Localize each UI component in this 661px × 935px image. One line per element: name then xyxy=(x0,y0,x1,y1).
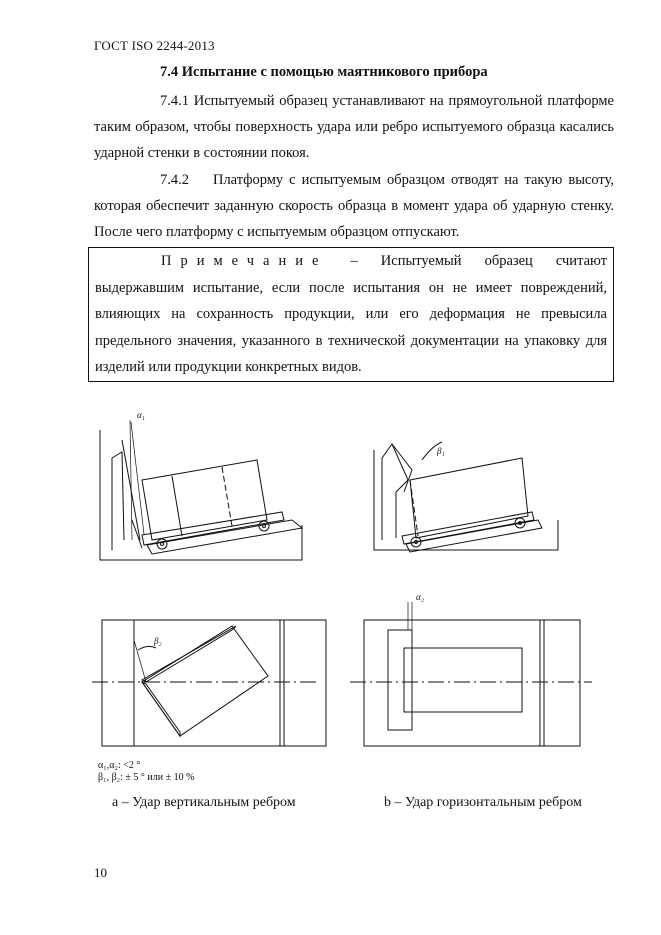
figure-legend-alpha: α₁,α₂: <2 ° xyxy=(98,760,141,771)
paragraph-7-4-1 xyxy=(94,88,614,166)
diagram-a-side-view xyxy=(100,420,302,560)
note-body: – Испытуемый образец считают выдержавшим испытание, если после испытания он не имеет повреждений, влияющих на сохранность продукции, или его деформация не превысила предельного значения, указанного в технической документации на упаковку для изделий или продукции конкретных видов. xyxy=(95,253,607,375)
label-beta2: β₂ xyxy=(154,636,162,646)
section-title: 7.4 Испытание с помощью маятникового прибора xyxy=(160,64,488,80)
impact-test-figure xyxy=(92,400,616,800)
label-beta1: β₁ xyxy=(437,446,445,456)
caption-b: b – Удар горизонтальным ребром xyxy=(384,795,582,810)
document-header: ГОСТ ISO 2244-2013 xyxy=(94,38,215,53)
note-text-block xyxy=(95,248,607,381)
note-label: Примечание xyxy=(161,253,328,269)
figure-legend-beta: β₁, β₂: ± 5 ° или ± 10 % xyxy=(98,772,195,783)
page-number: 10 xyxy=(94,865,107,880)
label-alpha2: α₂ xyxy=(416,592,424,602)
diagram-b-top-view xyxy=(350,602,592,746)
paragraph-7-4-2 xyxy=(94,167,614,245)
paragraph-number: 7.4.2 xyxy=(160,172,189,188)
diagram-b-side-view xyxy=(374,442,558,552)
diagram-a-top-view xyxy=(92,620,326,746)
paragraph-text: Платформу с испытуемым образцом отводят на такую высоту, которая обеспечит заданную скорость образца в момент удара об ударную стенку. После чего платформу с испытуемым образцом отпускают. xyxy=(94,172,615,240)
paragraph-text: Испытуемый образец устанавливают на прямоугольной платформе таким образом, чтобы поверхность удара или ребро испытуемого образца касались ударной стенки в состоянии покоя. xyxy=(94,93,614,161)
paragraph-number: 7.4.1 xyxy=(160,93,189,109)
label-alpha1: α₁ xyxy=(137,410,145,420)
caption-a: a – Удар вертикальным ребром xyxy=(112,795,296,810)
note-box xyxy=(88,247,614,382)
